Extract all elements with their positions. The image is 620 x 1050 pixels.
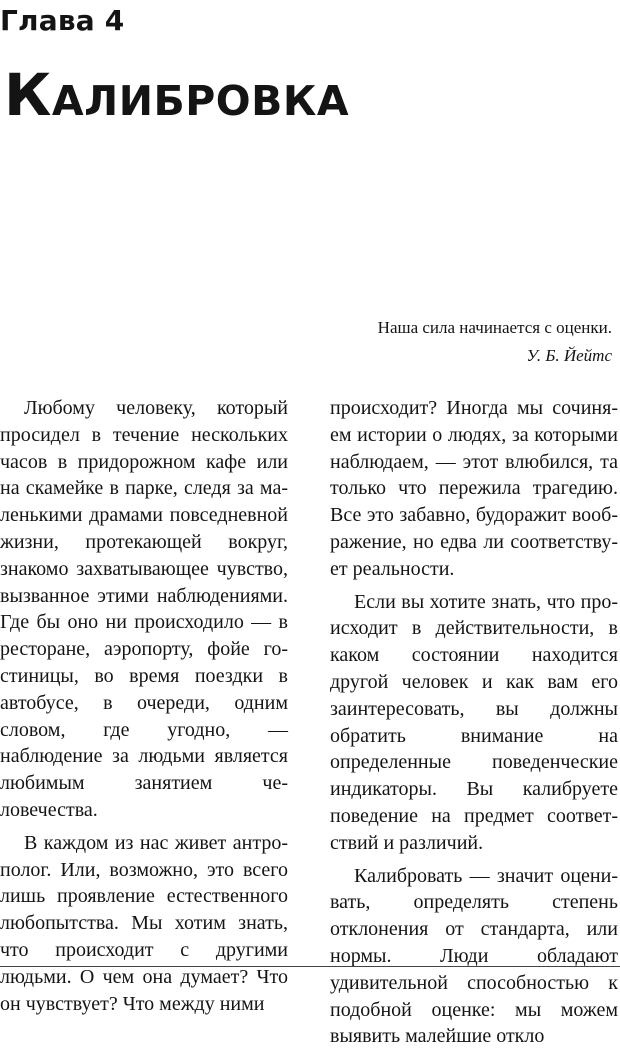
paragraph: Любому человеку, который просидел в течение нескольких часов в придорожном кафе или на скамейке в парке, следя за маленькими драмами повседневной жизни, протекающей вокруг, знакомо захватывающее чувство, вызванное этими наблюдениями. Где бы оно ни происходило — в ресторане, аэропорту, фойе гостиницы, во время поездки в автобусе, в очереди, одним словом, где угодно, — наблюдение за людьми является любимым занятием человечества. bbox=[0, 397, 288, 821]
epigraph-author: У. Б. Йейтс bbox=[526, 346, 612, 365]
body-column-right bbox=[330, 395, 618, 1050]
epigraph-quote: Наша сила начинается с оценки. bbox=[377, 318, 612, 337]
bottom-rule bbox=[0, 966, 620, 967]
paragraph: В каждом из нас живет антрополог. Или, возможно, это всего лишь проявление естественного любопытства. Мы хотим знать, что происходит с другими людьми. О чем она думает? Что он чувствует? Что между ними bbox=[0, 831, 288, 1015]
paragraph: Если вы хотите знать, что происходит в действительности, в каком состоянии находится другой человек и как вам его заинтересовать, вы должны обратить внимание на определенные поведенческие индикаторы. Вы калибруете поведение на предмет соответствий и различий. bbox=[330, 590, 618, 854]
chapter-title: Калибровка bbox=[4, 61, 350, 129]
paragraph: Калибровать — значит оценивать, определять степень отклонения от стандарта, или нормы. Люди обладают удивительной способностью к подобной оценке: мы можем выявить малейшие откло bbox=[330, 864, 618, 1048]
paragraph-continuation: происходит? Иногда мы сочиняем истории о людях, за которыми наблюдаем, — этот влюбился, та только что пережила трагедию. Все это забавно, будоражит воображение, но едва ли соответствует реальности. bbox=[330, 397, 618, 580]
epigraph bbox=[378, 314, 612, 370]
body-column-left bbox=[0, 395, 288, 1017]
chapter-label: Глава 4 bbox=[0, 4, 125, 37]
